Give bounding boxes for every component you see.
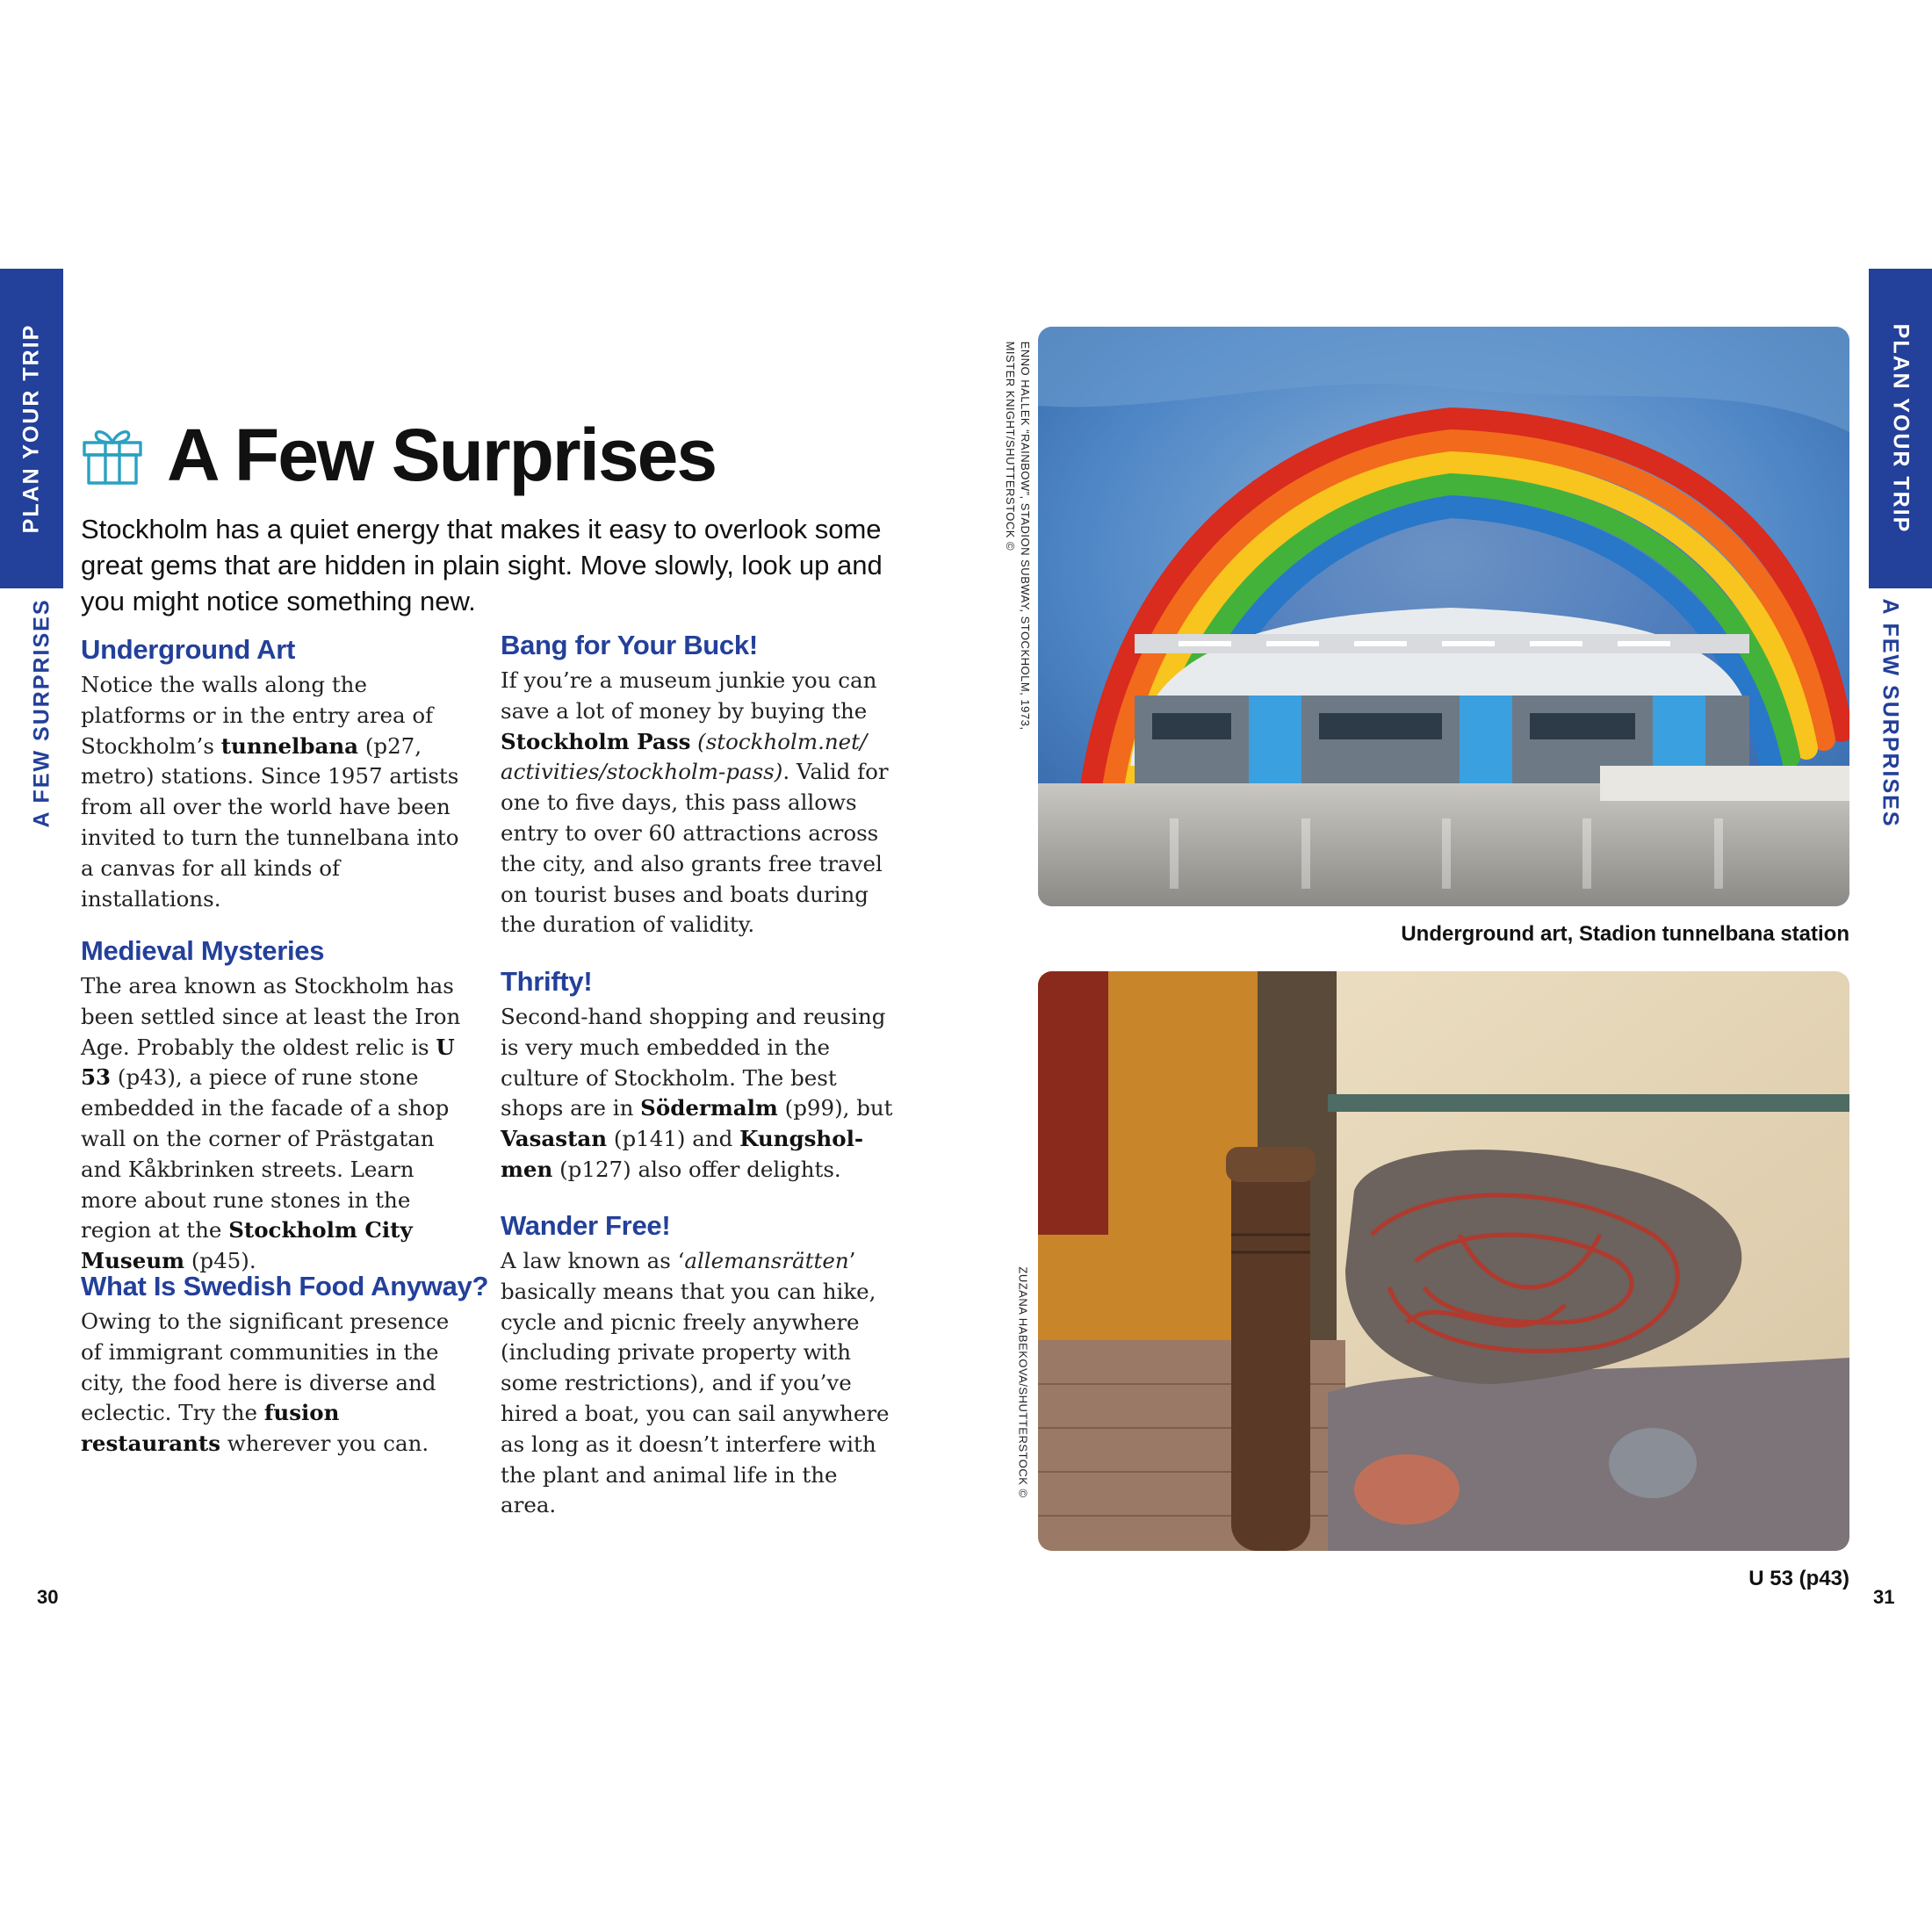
paragraph-swedish-food: Owing to the significant presence of immigrant communities in the city, the food here is diverse and eclectic. Try the fusion restaurants wherever you can.	[81, 1308, 450, 1457]
heading-underground-art: Underground Art	[81, 634, 296, 665]
heading-wander-free: Wander Free!	[501, 1210, 671, 1241]
photo-stadion-station	[1038, 327, 1849, 906]
heading-thrifty: Thrifty!	[501, 966, 593, 997]
side-tab-label-right: PLAN YOUR TRIP	[1888, 323, 1914, 534]
page-number-right: 31	[1873, 1586, 1895, 1608]
caption-rune-stone: U 53 (p43)	[1748, 1567, 1849, 1590]
heading-bang-for-buck: Bang for Your Buck!	[501, 630, 758, 660]
paragraph-medieval-mysteries: The area known as Stockholm has been settled since at least the Iron Age. Probably the oldest relic is U 53 (p43), a piece of rune stone embedded in the facade of a shop wall on the corner of Prästgatan and Kåkbrinken streets. Learn more about rune stones in the region at the Stockholm City Museum (p45).	[81, 973, 461, 1274]
heading-medieval-mysteries: Medieval Mysteries	[81, 935, 325, 966]
credit-rune-stone: ZUZANA HABEKOVA/SHUTTERSTOCK ©	[1016, 1266, 1030, 1498]
paragraph-underground-art: Notice the walls along the platforms or in the entry area of Stockholm’s tunnelbana (p27, metro) stations. Since 1957 artists from all over the world have been invited to turn the tunnelbana into a canvas for all kinds of installations.	[81, 672, 459, 912]
side-section-label-left: A FEW SURPRISES	[29, 598, 54, 828]
photo-rune-stone	[1038, 971, 1849, 1551]
paragraph-bang-for-buck: If you’re a museum junkie you can save a lot of money by buying the Stockholm Pass (stockholm.net/ activities/stockholm-pass). Valid for one to five days, this pass allows entry to over 60 attractions across the city, and also grants free travel on tourist buses and boats during the duration of validity.	[501, 667, 889, 938]
side-section-label-right: A FEW SURPRISES	[1878, 598, 1903, 828]
caption-stadion-station: Underground art, Stadion tunnelbana station	[1401, 922, 1849, 946]
paragraph-thrifty: Second-hand shopping and reusing is very much embedded in the culture of Stockholm. The best shops are in Södermalm (p99), but Vasastan (p141) and Kungsholmen (p127) also offer delights.	[501, 1004, 893, 1182]
page-header	[81, 411, 716, 499]
heading-swedish-food: What Is Swedish Food Anyway?	[81, 1271, 489, 1301]
page-title: A Few Surprises	[167, 413, 717, 496]
side-tab-label: PLAN YOUR TRIP	[18, 323, 44, 534]
side-tab-left	[0, 269, 63, 588]
page-number-left: 30	[37, 1586, 59, 1608]
credit-stadion-station: ENNO HALLEK “RAINBOW”, STADION SUBWAY, STOCKHOLM, 1973, MISTER KNIGHT/SHUTTERSTOCK ©	[1004, 341, 1032, 731]
paragraph-wander-free: A law known as ‘allemansrätten’ basically means that you can hike, cycle and picnic freely anywhere (including private property with some restrictions), and if you’ve hired a boat, you can sail anywhere as long as it doesn’t interfere with the plant and animal life in the area.	[501, 1248, 890, 1518]
intro-paragraph: Stockholm has a quiet energy that makes it easy to overlook some great gems that are hidden in plain sight. Move slowly, look up and you might notice something new.	[81, 514, 883, 616]
side-tab-right	[1869, 269, 1932, 588]
gift-icon	[81, 423, 144, 487]
